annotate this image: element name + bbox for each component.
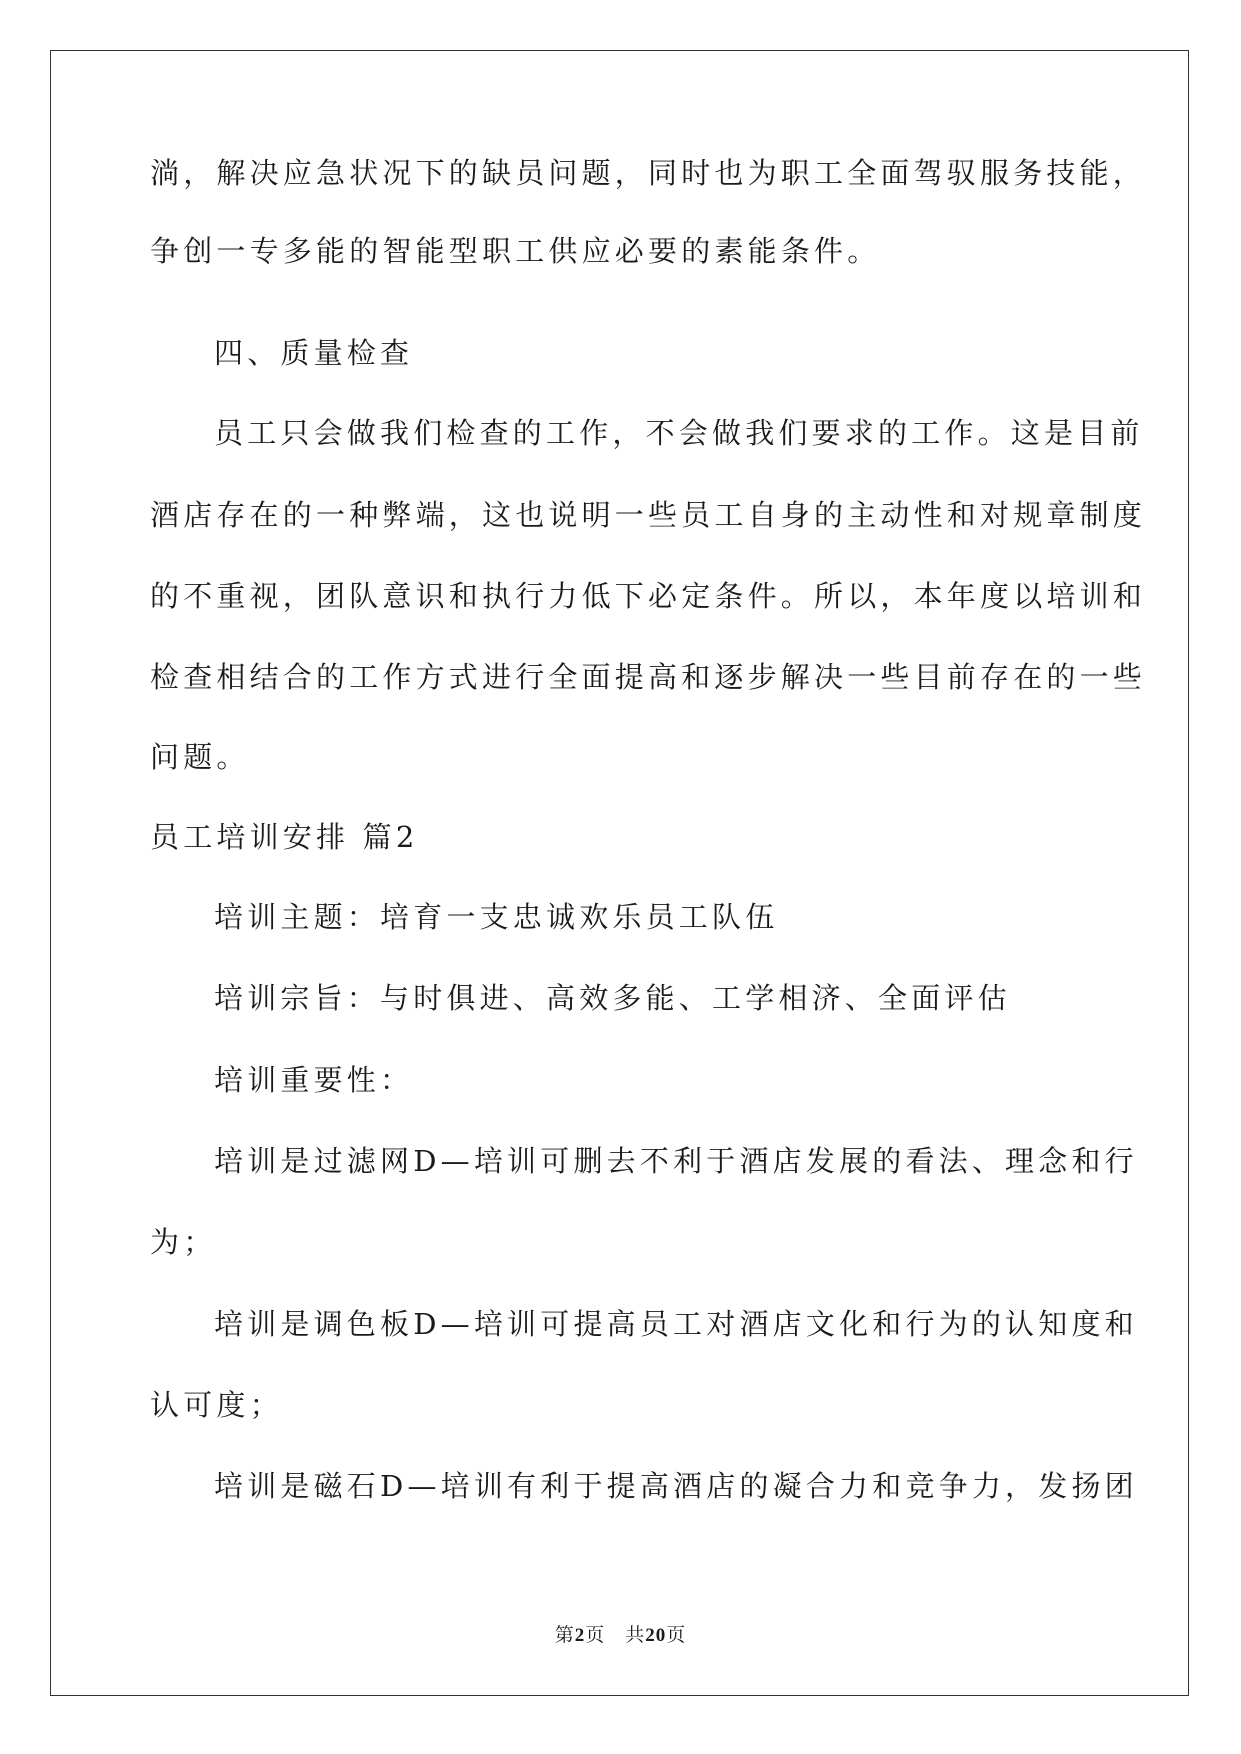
- paragraph-line: 的不重视，团队意识和执行力低下必定条件。所以，本年度以培训和: [150, 579, 1147, 613]
- page-number: 2: [574, 1625, 586, 1646]
- paragraph-line: 淌，解决应急状况下的缺员问题，同时也为职工全面驾驭服务技能，: [150, 156, 1147, 190]
- section-heading: 四、质量检查: [214, 336, 414, 370]
- page-footer: [0, 1620, 1241, 1647]
- footer-middle: 页 共: [585, 1624, 646, 1646]
- paragraph-line: 培训是调色板D—培训可提高员工对酒店文化和行为的认知度和: [214, 1307, 1138, 1341]
- paragraph-line: 培训重要性：: [214, 1063, 414, 1097]
- footer-prefix: 第: [554, 1624, 575, 1646]
- paragraph-line: 员工只会做我们检查的工作，不会做我们要求的工作。这是目前: [214, 416, 1144, 450]
- paragraph-line: 认可度；: [150, 1388, 283, 1422]
- paragraph-line: 检查相结合的工作方式进行全面提高和逐步解决一些目前存在的一些: [150, 660, 1147, 694]
- paragraph-line: 为；: [150, 1225, 217, 1259]
- paragraph-line: 培训是过滤网D—培训可删去不利于酒店发展的看法、理念和行: [214, 1144, 1138, 1178]
- total-pages: 20: [645, 1625, 667, 1646]
- footer-suffix: 页: [666, 1624, 687, 1646]
- paragraph-line: 培训宗旨：与时俱进、高效多能、工学相济、全面评估: [214, 981, 1011, 1015]
- page-frame: [50, 50, 1189, 1696]
- paragraph-line: 培训是磁石D—培训有利于提高酒店的凝合力和竞争力，发扬团: [214, 1469, 1138, 1503]
- paragraph-line: 培训主题：培育一支忠诚欢乐员工队伍: [214, 900, 779, 934]
- paragraph-line: 问题。: [150, 740, 250, 774]
- paragraph-line: 酒店存在的一种弊端，这也说明一些员工自身的主动性和对规章制度: [150, 498, 1147, 532]
- paragraph-line: 争创一专多能的智能型职工供应必要的素能条件。: [150, 234, 881, 268]
- section-title: 员工培训安排 篇2: [150, 820, 419, 854]
